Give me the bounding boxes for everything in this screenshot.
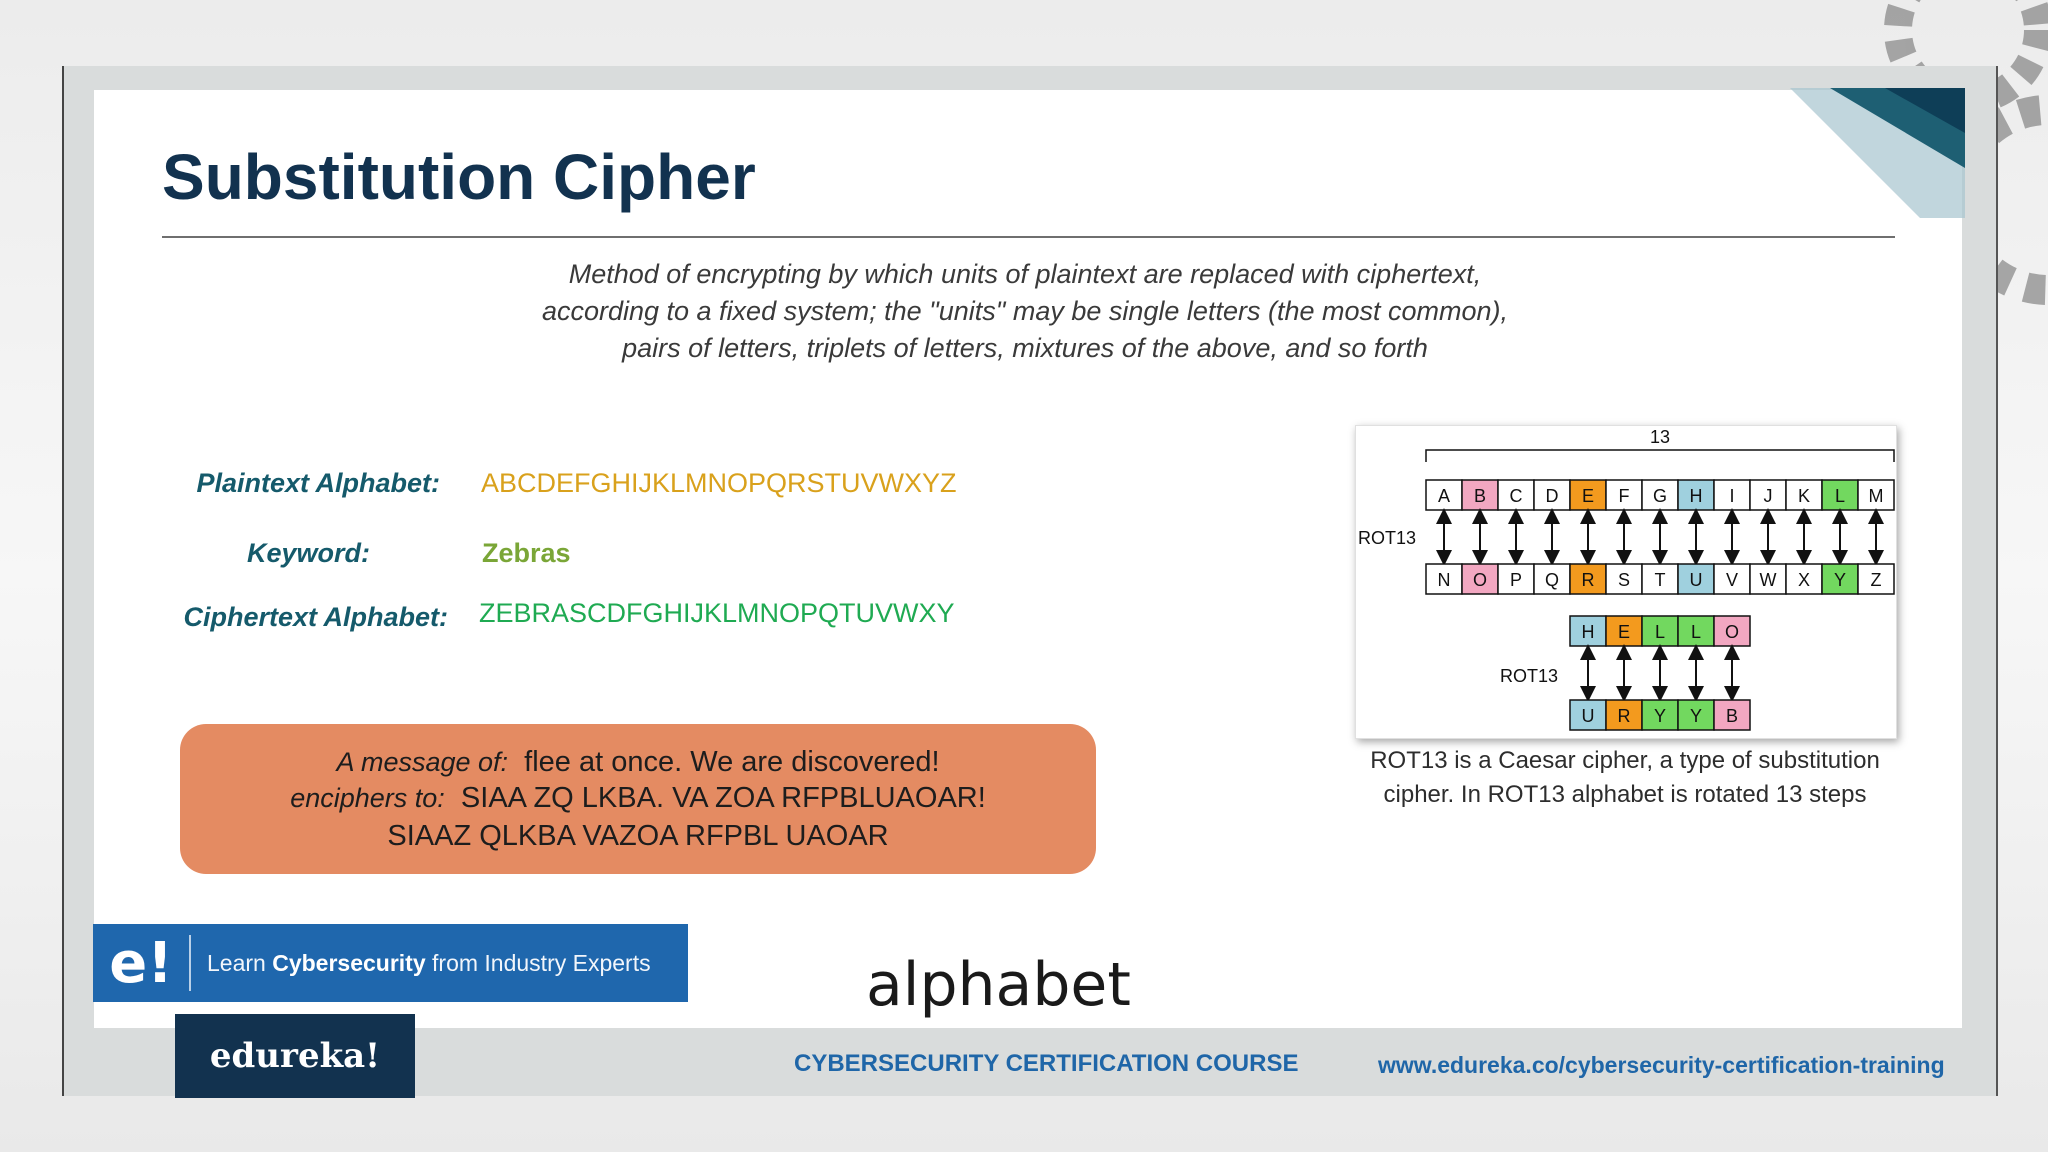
word-plain-letter: E: [1617, 622, 1631, 642]
bottom-row-letter: X: [1797, 570, 1811, 590]
rot13-diagram: [1356, 426, 1896, 738]
bottom-row-letter: T: [1654, 570, 1666, 590]
message-line: [180, 746, 1096, 779]
keyword-label: Keyword:: [246, 538, 370, 568]
grouped-ciphertext: SIAAZ QLKBA VAZOA RFPBL UAOAR: [387, 820, 889, 852]
banner-divider: [189, 935, 191, 991]
definition-text: Method of encrypting by which units of plaintext are replaced with ciphertext, according to a fixed system; the "units" may be single letters (the most common), pairs of letters, triplets of letters, mixtures of the above, and so forth: [541, 259, 1509, 363]
ciphertext-alphabet-label: Ciphertext Alphabet:: [183, 602, 448, 632]
banner-text-bold: Cybersecurity: [272, 949, 426, 976]
word-cipher-letter: Y: [1653, 706, 1667, 726]
top-row-letter: D: [1545, 486, 1559, 506]
banner-text-post: from Industry Experts: [432, 949, 651, 976]
message-example-box: [180, 724, 1096, 874]
top-row-letter: E: [1581, 486, 1595, 506]
promo-banner[interactable]: [93, 924, 688, 1002]
footer-course-link[interactable]: www.edureka.co/cybersecurity-certification-training: [1378, 1052, 1945, 1078]
bottom-row-letter: R: [1581, 570, 1595, 590]
plaintext-alphabet-label: Plaintext Alphabet:: [196, 468, 440, 498]
bottom-row-letter: P: [1509, 570, 1523, 590]
enciphers-label: enciphers to:: [290, 783, 445, 813]
bottom-row-letter: Q: [1544, 570, 1560, 590]
plaintext-alphabet-value: ABCDEFGHIJKLMNOPQRSTUVWXYZ: [481, 468, 957, 498]
top-row-letter: L: [1834, 486, 1846, 506]
shift-bracket: [1426, 450, 1894, 462]
corner-decoration: [1790, 88, 1965, 218]
bottom-row-letter: Z: [1870, 570, 1882, 590]
banner-text: [207, 950, 651, 977]
word-plain-letter: L: [1690, 622, 1702, 642]
bottom-row-letter: V: [1725, 570, 1739, 590]
rot13-figure: [1355, 425, 1897, 739]
top-row-letter: K: [1797, 486, 1811, 506]
word-plain-letter: L: [1654, 622, 1666, 642]
word-cipher-letter: U: [1581, 706, 1595, 726]
word-cipher-letter: Y: [1689, 706, 1703, 726]
bottom-row-letter: S: [1617, 570, 1631, 590]
word-cipher-letter: B: [1725, 706, 1739, 726]
enciphered-line: [180, 782, 1096, 815]
banner-text-pre: Learn: [207, 949, 266, 976]
top-row-letter: C: [1509, 486, 1523, 506]
enciphered-text: SIAA ZQ LKBA. VA ZOA RFPBLUAOAR!: [460, 782, 986, 814]
top-row-letter: J: [1763, 486, 1773, 506]
top-row-letter: M: [1868, 486, 1884, 506]
keyword-value: Zebras: [482, 538, 571, 568]
rot13-word-label: ROT13: [1500, 666, 1559, 686]
bottom-row-letter: N: [1437, 570, 1451, 590]
bottom-row-letter: O: [1472, 570, 1488, 590]
bottom-row-letter: U: [1689, 570, 1703, 590]
top-row-letter: H: [1689, 486, 1703, 506]
rot13-caption: ROT13 is a Caesar cipher, a type of substitution cipher. In ROT13 alphabet is rotated 13 steps: [1370, 747, 1880, 808]
video-subtitle: alphabet: [866, 950, 1131, 1020]
ciphertext-alphabet-value: ZEBRASCDFGHIJKLMNOPQTUVWXY: [479, 598, 955, 628]
message-text: flee at once. We are discovered!: [524, 746, 940, 778]
rot13-label: ROT13: [1358, 528, 1417, 548]
top-row-letter: F: [1618, 486, 1630, 506]
title-divider: [162, 236, 1895, 238]
edureka-brand-logo: edureka!: [175, 1014, 415, 1098]
top-row-letter: B: [1473, 486, 1487, 506]
word-plain-letter: H: [1581, 622, 1595, 642]
edureka-logo-icon: e!: [109, 930, 173, 996]
message-label: A message of:: [336, 747, 509, 777]
top-row-letter: G: [1652, 486, 1668, 506]
word-plain-letter: O: [1724, 622, 1740, 642]
slide-title: Substitution Cipher: [162, 141, 756, 213]
shift-label: 13: [1649, 427, 1671, 447]
footer-course-title: CYBERSECURITY CERTIFICATION COURSE: [794, 1050, 1299, 1077]
word-cipher-letter: R: [1617, 706, 1631, 726]
bottom-row-letter: W: [1759, 570, 1777, 590]
top-row-letter: A: [1437, 486, 1451, 506]
bottom-row-letter: Y: [1833, 570, 1847, 590]
top-row-letter: I: [1729, 486, 1735, 506]
